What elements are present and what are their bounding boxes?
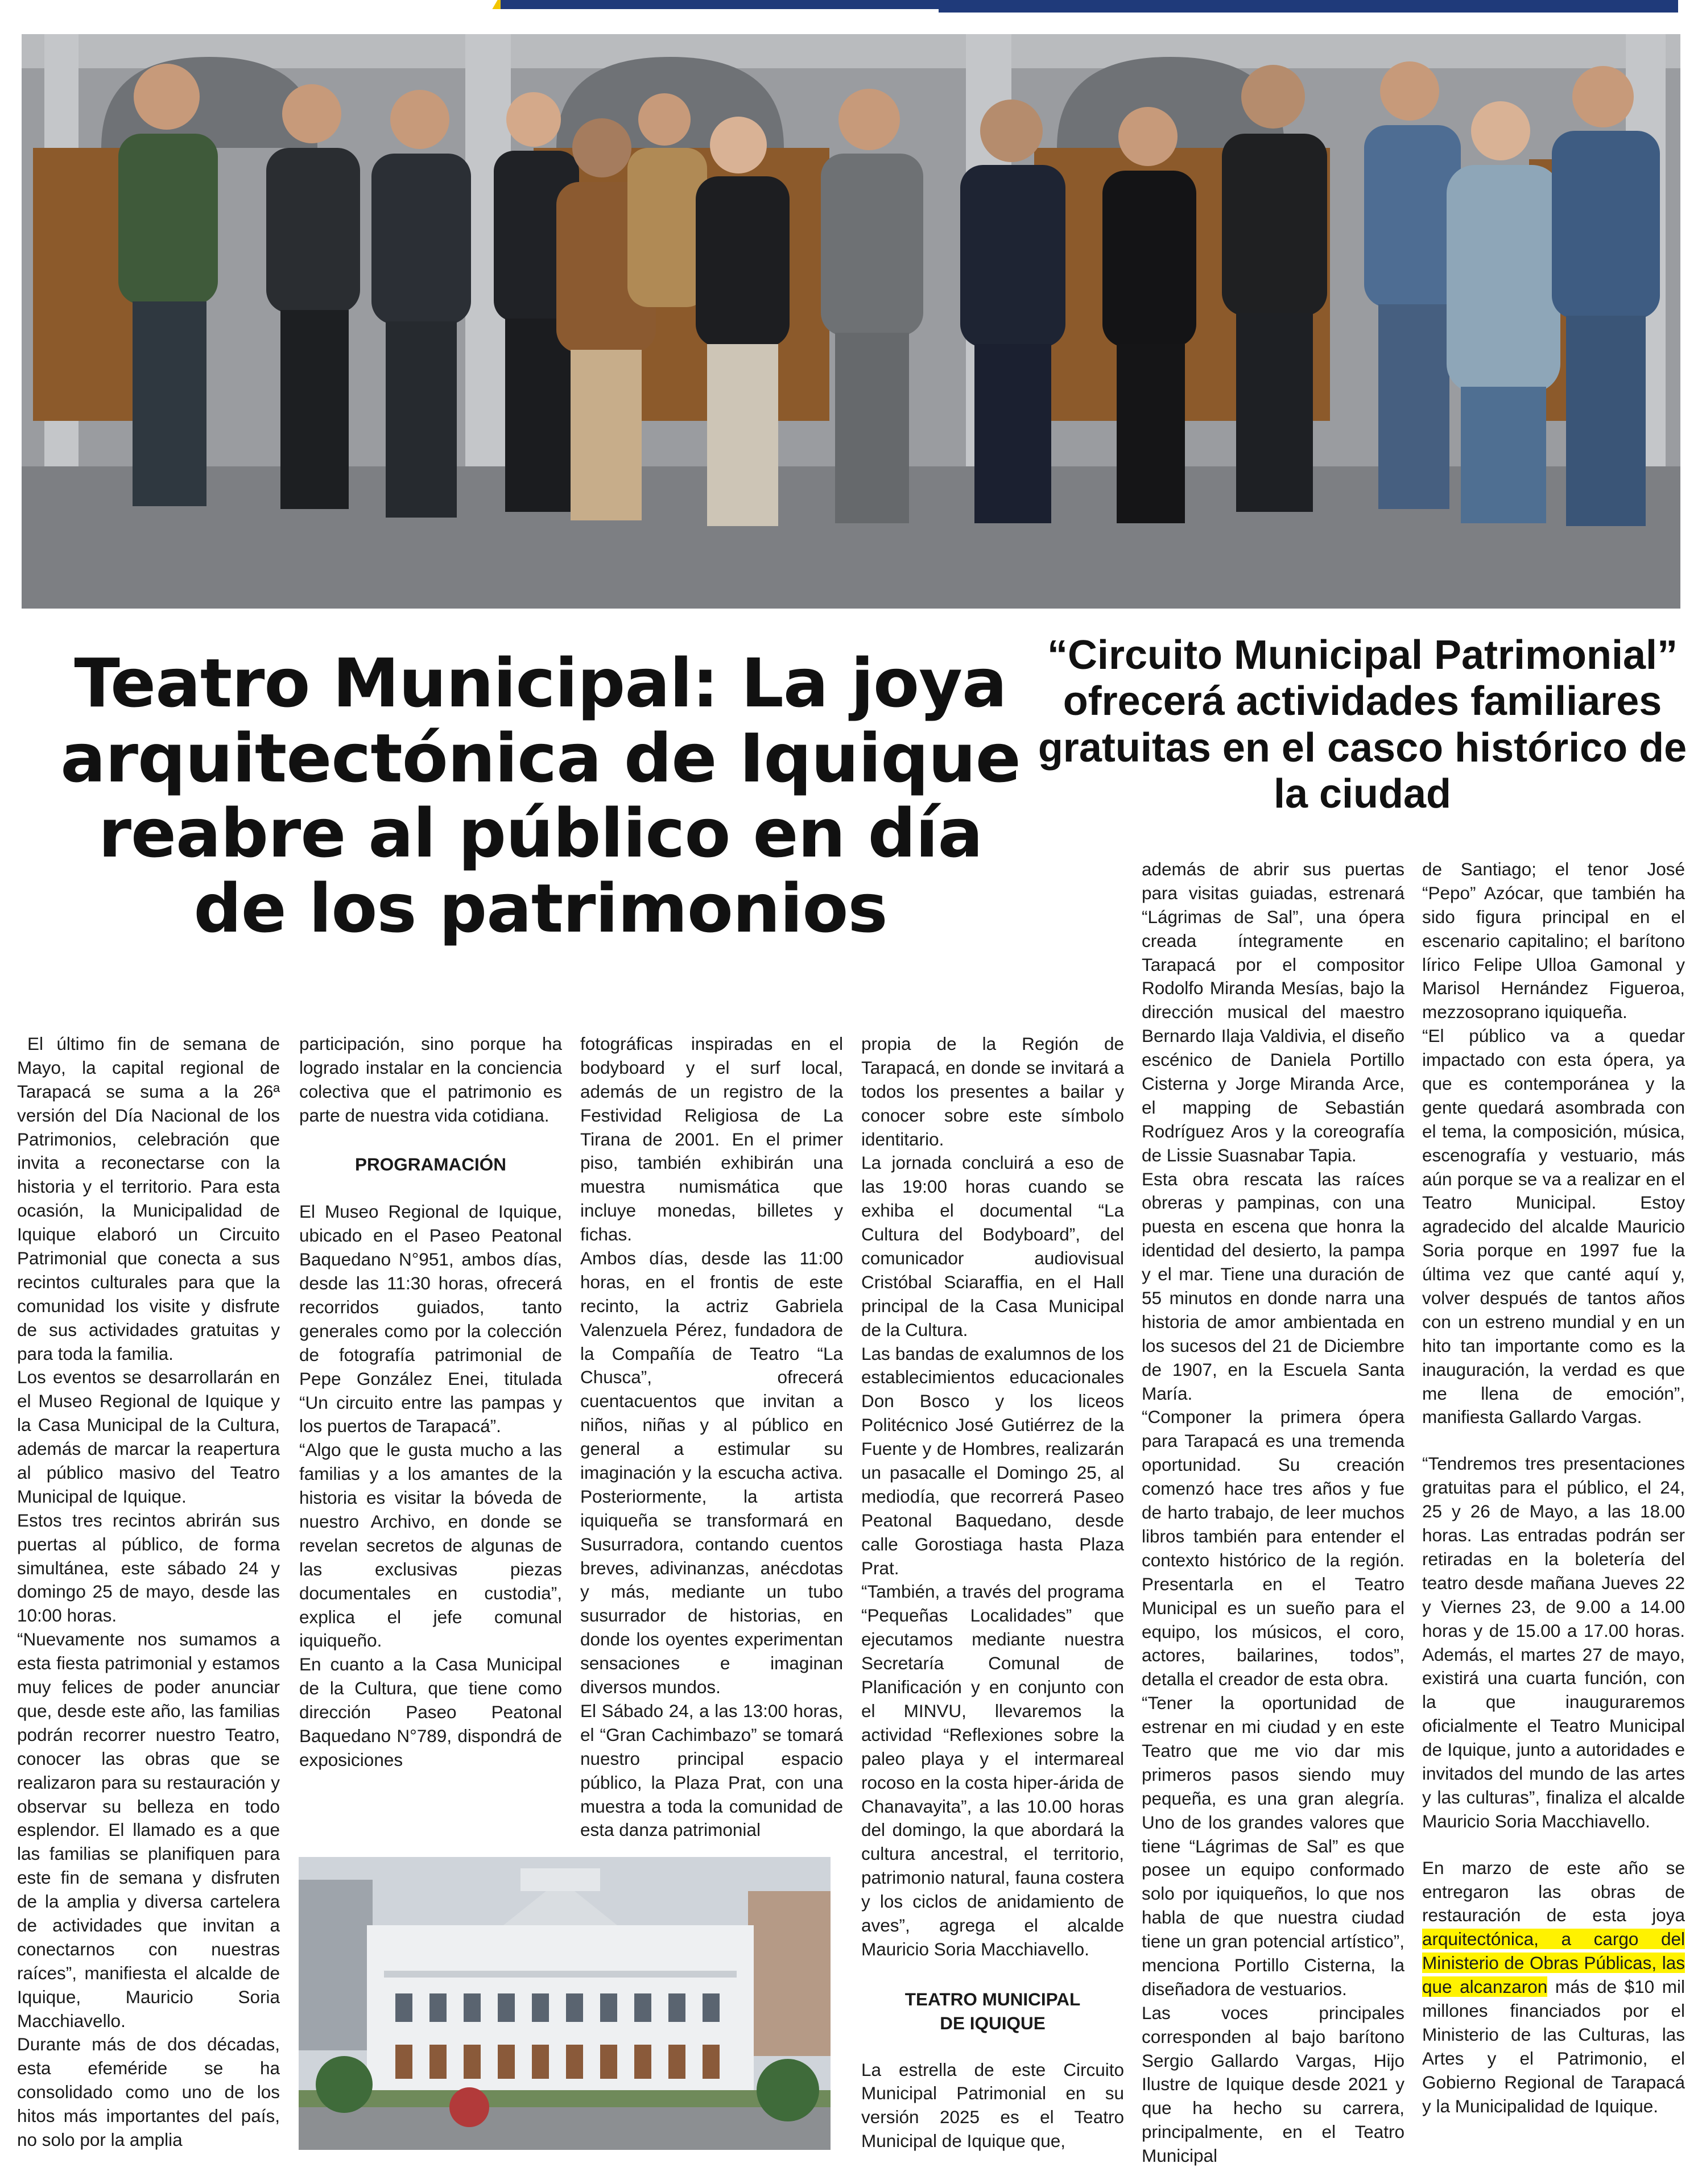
paragraph: además de abrir sus puertas para visitas guiadas, estrenará “Lágrimas de Sal”, una ópera creada íntegramente en Tarapacá por el compositor Rodolfo Miranda Mesías, bajo la dirección musical del maestro Bernardo Ilaja Valdivia, el diseño escénico de Daniela Portillo Cisterna y Jorge Miranda Arce, el mapping de Sebastián Rodríguez Aros y la coreografía de Lissie Suasnabar Tapia.	[1142, 859, 1404, 1165]
article-column-6	[1422, 858, 1685, 2118]
paragraph: El Sábado 24, a las 13:00 horas, el “Gran Cachimbazo” se tomará nuestro principal espacio público, la Plaza Prat, con una muestra a toda la comunidad de esta danza patrimonial	[580, 1700, 843, 1840]
paragraph: Ambos días, desde las 11:00 horas, en el frontis de este recinto, la actriz Gabriela Valenzuela Pérez, fundadora de la Compañía de Teatro “La Chusca”, ofrecerá cuentacuentos que invitan a niños, niñas y al público en general a estimular su imaginación y la escucha activa. Posteriormente, la artista iquiqueña se transformará en Susurradora, contando cuentos breves, adivinanzas, anécdotas y más, mediante un tubo susurrador de historias, en donde los oyentes experimentan sensaciones e imaginan diversos mundos.	[580, 1248, 843, 1698]
paragraph: Los eventos se desarrollarán en el Museo Regional de Iquique y la Casa Municipal de la Cultura, además de marcar la reapertura al público masivo del Teatro Municipal de Iquique.	[17, 1367, 280, 1507]
paragraph: fotográficas inspiradas en el bodyboard y el surf local, además de un registro de la Festividad Religiosa de La Tirana de 2001. En el primer piso, también exhibirán una muestra numismática que incluye monedas, billetes y fichas.	[580, 1033, 843, 1245]
paragraph: El último fin de semana de Mayo, la capital regional de Tarapacá se suma a la 26ª versión del Día Nacional de los Patrimonios, celebración que invita a reconectarse con la historia y el territorio. Para esta ocasión, la Municipalidad de Iquique elaboró un Circuito Patrimonial que conecta a sus recintos culturales para que la comunidad los visite y disfrute de sus actividades gratuitas y para toda la familia.	[17, 1033, 280, 1364]
paragraph: “Componer la primera ópera para Tarapacá es una tremenda oportunidad. Su creación comenzó hace tres años y fue de harto trabajo, de leer muchos libros también para entender el contexto histórico de la región. Presentarla en el Teatro Municipal es un sueño para el equipo, los músicos, el coro, actores, bailarines, todos”, detalla el creador de esta obra.	[1142, 1407, 1404, 1690]
paragraph: propia de la Región de Tarapacá, en donde se invitará a todos los presentes a bailar y conocer sobre este símbolo identitario.	[861, 1033, 1124, 1149]
group-photo	[22, 34, 1680, 609]
headline: Teatro Municipal: La joya arquitectónica de Iquique reabre al público en día de los patrimonios	[60, 644, 1021, 948]
paragraph: La jornada concluirá a eso de las 19:00 horas cuando se exhiba el documental “La Cultura del Bodyboard”, del comunicador audiovisual Cristóbal Sciaraffia, en el Hall principal de la Casa Municipal de la Cultura.	[861, 1152, 1124, 1340]
article-column-1	[17, 1032, 280, 2152]
section-heading-teatro-line1: TEATRO MUNICIPAL	[904, 1988, 1081, 2009]
article-column-5	[1142, 858, 1404, 2168]
paragraph: “El público va a quedar impactado con esta ópera, ya que es contemporánea y la gente quedará asombrada con el tema, la composición, música, escenografía y vestuario, más aún porque se va a realizar en el Teatro Municipal. Estoy agradecido del alcalde Mauricio Soria porque en 1997 fue la última vez que canté aquí y, volver después de tantos años con un estreno mundial y en un hito tan importante como es la inauguración, la verdad es que me llena de emoción”, manifiesta Gallardo Vargas.	[1422, 1025, 1685, 1428]
highlighted-text: arquitectónica, a cargo del Ministerio de Obras Públicas, las que alcanzaron	[1422, 1929, 1685, 1997]
masthead-navy-rule	[939, 9, 1678, 13]
paragraph: Esta obra rescata las raíces obreras y pampinas, con una puesta en escena que honra la identidad del desierto, la pampa y el mar. Tiene una duración de 55 minutos en donde narra una historia de amor ambientada en los sucesos del 21 de Diciembre de 1907, en la Escuela Santa María.	[1142, 1168, 1404, 1404]
paragraph: Las bandas de exalumnos de los establecimientos educacionales Don Bosco y los liceos Politécnico José Gutiérrez de la Fuente y de Hombres, realizarán un pasacalle el Domingo 25, al mediodía, que recorrerá Paseo Peatonal Baquedano, desde calle Gorostiaga hasta Plaza Prat.	[861, 1343, 1124, 1578]
teatro-municipal-photo	[299, 1857, 831, 2150]
subheadline: “Circuito Municipal Patrimonial” ofrecerá actividades familiares gratuitas en el casco histórico de la ciudad	[1038, 632, 1687, 817]
paragraph: La estrella de este Circuito Municipal Patrimonial en su versión 2025 es el Teatro Municipal de Iquique que,	[861, 2059, 1124, 2152]
paragraph-gap	[1422, 1429, 1685, 1452]
paragraph: Durante más de dos décadas, esta efeméride se ha consolidado como uno de los hitos más importantes del país, no solo por la amplia	[17, 2034, 280, 2150]
closing-paragraph	[1422, 1856, 1685, 2119]
article-column-3	[580, 1032, 843, 1842]
group-photo-image	[22, 34, 1680, 609]
paragraph: En cuanto a la Casa Municipal de la Cultura, que tiene como dirección Paseo Peatonal Baquedano N°789, dispondrá de exposiciones	[299, 1654, 562, 1770]
masthead-navy-bar	[501, 0, 1678, 9]
paragraph-text: más de $10 mil millones financiados por el Ministerio de las Culturas, las Artes y el Patrimonio, el Gobierno Regional de Tarapacá y la Municipalidad de Iquique.	[1422, 1976, 1685, 2116]
paragraph: Las voces principales corresponden al bajo barítono Sergio Gallardo Vargas, Hijo Ilustre de Iquique desde 2021 y que ha hecho su carrera, principalmente, en el Teatro Municipal	[1142, 2002, 1404, 2166]
paragraph: de Santiago; el tenor José “Pepo” Azócar, que también ha sido figura principal en el escenario capitalino; el barítono lírico Felipe Ulloa Gamonal y Marisol Hernández Figueroa, mezzosoprano iquiqueña.	[1422, 859, 1685, 1023]
paragraph: “Algo que le gusta mucho a las familias y a los amantes de la historia es visitar la bóveda de nuestro Archivo, en donde se revelan secretos de algunas de las exclusivas piezas documentales en custodia”, explica el jefe comunal iquiqueño.	[299, 1440, 562, 1651]
paragraph-text: En marzo de este año se entregaron las obras de restauración de esta joya	[1422, 1857, 1685, 1926]
paragraph: “También, a través del programa “Pequeñas Localidades” que ejecutamos mediante nuestra Secretaría Comunal de Planificación y en conjunto con el MINVU, llevaremos la actividad “Reflexiones sobre la paleo playa y el intermareal rocoso en la costa hiper-árida de Chanavayita”, a las 10.00 horas del domingo, la que abordará la cultura ancestral, el territorio, patrimonio natural, fauna costera y los ciclos de anidamiento de aves”, agrega el alcalde Mauricio Soria Macchiavello.	[861, 1581, 1124, 1959]
teatro-municipal-image	[299, 1857, 831, 2150]
paragraph: “Tendremos tres presentaciones gratuitas para el público, el 24, 25 y 26 de Mayo, a las 18.00 horas. Las entradas podrán ser retiradas en la boletería del teatro desde mañana Jueves 22 y Viernes 23, de 9.00 a 14.00 horas y de 15.00 a 17.00 horas. Además, el martes 27 de mayo, existirá una cuarta función, con la que inauguraremos oficialmente el Teatro Municipal de Iquique, junto a autoridades e invitados del mundo de las artes y las culturas”, finaliza el alcalde Mauricio Soria Macchiavello.	[1422, 1453, 1685, 1831]
section-heading-programacion: PROGRAMACIÓN	[355, 1153, 506, 1174]
paragraph: “Nuevamente nos sumamos a esta fiesta patrimonial y estamos muy felices de poder anunciar que, desde este año, las familias podrán recorrer nuestro Teatro, conocer las obras que se realizaron para su restauración y observar su belleza en todo esplendor. El llamado es a que las familias se planifiquen para este fin de semana y disfruten de la amplia y diversa cartelera de actividades que invitan a conectarnos con nuestras raíces”, manifiesta el alcalde de Iquique, Mauricio Soria Macchiavello.	[17, 1629, 280, 2031]
paragraph: El Museo Regional de Iquique, ubicado en el Paseo Peatonal Baquedano N°951, ambos días, desde las 11:30 horas, ofrecerá recorridos guiados, tanto generales como por la colección de fotografía patrimonial de Pepe González Enei, titulada “Un circuito entre las pampas y los puertos de Tarapacá”.	[299, 1201, 562, 1437]
section-heading-teatro	[861, 1988, 1124, 2036]
article-column-2	[299, 1032, 562, 1772]
masthead-strip	[0, 0, 1702, 30]
paragraph: “Tener la oportunidad de estrenar en mi ciudad y en este Teatro que me vio dar mis primeros pasos siendo muy pequeña, es una gran alegría. Uno de los grandes valores que tiene “Lágrimas de Sal” es que posee un equipo conformado solo por iquiqueños, lo que nos habla de que nuestra ciudad tiene un gran potencial artístico”, menciona Portillo Cisterna, la diseñadora de vestuarios.	[1142, 1693, 1404, 1999]
section-heading-teatro-line2: DE IQUIQUE	[940, 2012, 1046, 2033]
article-column-4	[861, 1032, 1124, 2153]
paragraph: Estos tres recintos abrirán sus puertas al público, de forma simultánea, este sábado 24 y domingo 25 de mayo, desde las 10:00 horas.	[17, 1509, 280, 1626]
paragraph: participación, sino porque ha logrado instalar en la conciencia colectiva que el patrimonio es parte de nuestra vida cotidiana.	[299, 1033, 562, 1126]
paragraph-gap	[1422, 1834, 1685, 1856]
